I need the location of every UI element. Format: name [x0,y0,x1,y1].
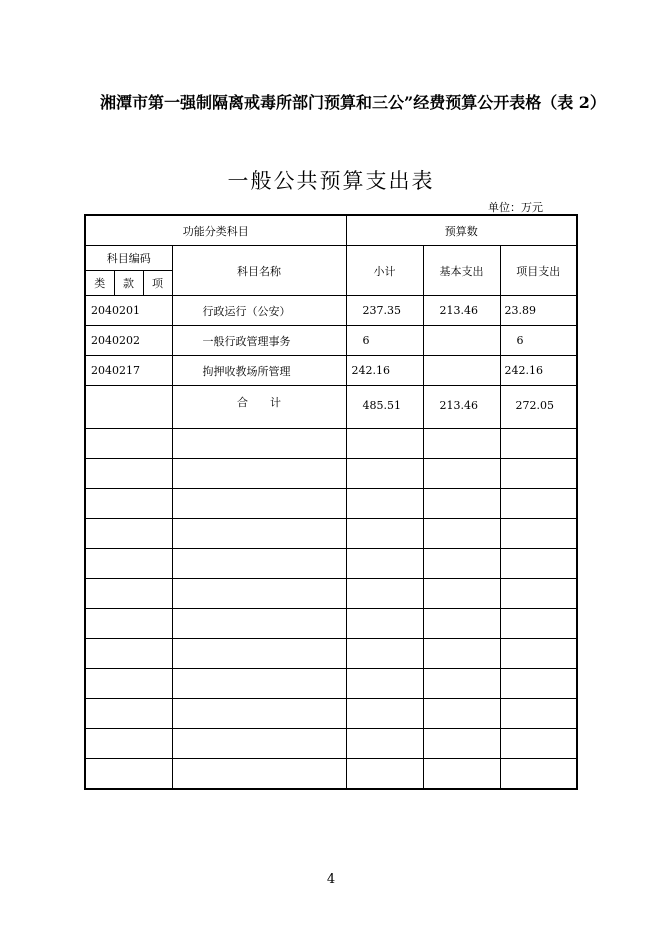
empty-cell [500,759,577,790]
empty-row [85,429,577,459]
empty-cell [423,729,500,759]
empty-cell [172,429,346,459]
empty-cell [346,729,423,759]
empty-cell [500,609,577,639]
empty-cell [346,759,423,790]
lei-header: 类 [85,271,114,296]
empty-cell [423,489,500,519]
empty-cell [85,549,172,579]
empty-cell [85,579,172,609]
empty-cell [500,459,577,489]
project-expense-header: 项目支出 [500,246,577,296]
empty-cell [172,459,346,489]
page-number: 4 [326,872,336,887]
row-project: 6 [500,326,577,356]
empty-row [85,609,577,639]
empty-cell [172,699,346,729]
row-code: 2040217 [85,356,172,386]
empty-cell [423,639,500,669]
empty-cell [500,549,577,579]
empty-cell [423,759,500,790]
empty-row [85,729,577,759]
xiang-header: 项 [143,271,172,296]
empty-row [85,519,577,549]
empty-row [85,759,577,790]
functional-category-header: 功能分类科目 [85,215,346,246]
empty-cell [346,489,423,519]
total-project: 272.05 [500,386,577,429]
table-row [85,356,577,386]
empty-cell [346,639,423,669]
empty-cell [346,429,423,459]
subject-name-header: 科目名称 [172,246,346,296]
empty-cell [346,549,423,579]
empty-cell [423,519,500,549]
empty-cell [500,699,577,729]
total-row [85,386,577,429]
empty-cell [172,519,346,549]
empty-cell [346,669,423,699]
empty-row [85,459,577,489]
row-basic [423,356,500,386]
empty-rows [85,429,577,790]
row-subtotal: 237.35 [346,296,423,326]
total-label: 合 计 [172,386,346,429]
empty-row [85,489,577,519]
document-heading: 湘潭市第一强制隔离戒毒所部门预算和三公”经费预算公开表格（表 2） [100,93,606,112]
empty-row [85,549,577,579]
empty-cell [172,579,346,609]
empty-cell [85,699,172,729]
row-project: 242.16 [500,356,577,386]
budget-amount-header: 预算数 [346,215,577,246]
row-name: 拘押收教场所管理 [172,356,346,386]
empty-cell [423,549,500,579]
empty-row [85,699,577,729]
subtotal-header: 小计 [346,246,423,296]
table-row [85,296,577,326]
empty-row [85,639,577,669]
empty-cell [172,489,346,519]
table-row [85,326,577,356]
empty-cell [346,519,423,549]
row-basic: 213.46 [423,296,500,326]
basic-expense-header: 基本支出 [423,246,500,296]
empty-row [85,579,577,609]
kuan-header: 款 [114,271,143,296]
empty-cell [423,699,500,729]
empty-cell [500,429,577,459]
empty-cell [85,669,172,699]
empty-cell [85,609,172,639]
row-subtotal: 6 [346,326,423,356]
row-project: 23.89 [500,296,577,326]
empty-cell [85,489,172,519]
empty-cell [172,549,346,579]
row-code: 2040201 [85,296,172,326]
row-name: 一般行政管理事务 [172,326,346,356]
empty-cell [172,729,346,759]
empty-cell [500,669,577,699]
row-basic [423,326,500,356]
empty-cell [172,639,346,669]
empty-cell [346,609,423,639]
budget-expenditure-table [84,214,578,790]
table-title: 一般公共预算支出表 [227,169,435,193]
empty-cell [85,639,172,669]
empty-cell [500,579,577,609]
empty-cell [85,519,172,549]
row-name: 行政运行（公安） [172,296,346,326]
empty-cell [172,609,346,639]
empty-cell [500,519,577,549]
empty-cell [423,459,500,489]
empty-cell [85,429,172,459]
row-code: 2040202 [85,326,172,356]
empty-cell [346,579,423,609]
empty-cell [423,579,500,609]
total-subtotal: 485.51 [346,386,423,429]
empty-cell [423,429,500,459]
empty-cell [500,489,577,519]
unit-label: 单位：万元 [488,201,543,214]
empty-cell [85,459,172,489]
empty-row [85,669,577,699]
empty-cell [346,459,423,489]
empty-cell [85,759,172,790]
empty-cell [346,699,423,729]
empty-cell [500,639,577,669]
subject-code-header: 科目编码 [85,246,172,271]
total-basic: 213.46 [423,386,500,429]
empty-cell [423,609,500,639]
empty-cell [423,669,500,699]
empty-cell [500,729,577,759]
row-subtotal: 242.16 [346,356,423,386]
empty-cell [172,669,346,699]
empty-cell [172,759,346,790]
empty-cell [85,729,172,759]
